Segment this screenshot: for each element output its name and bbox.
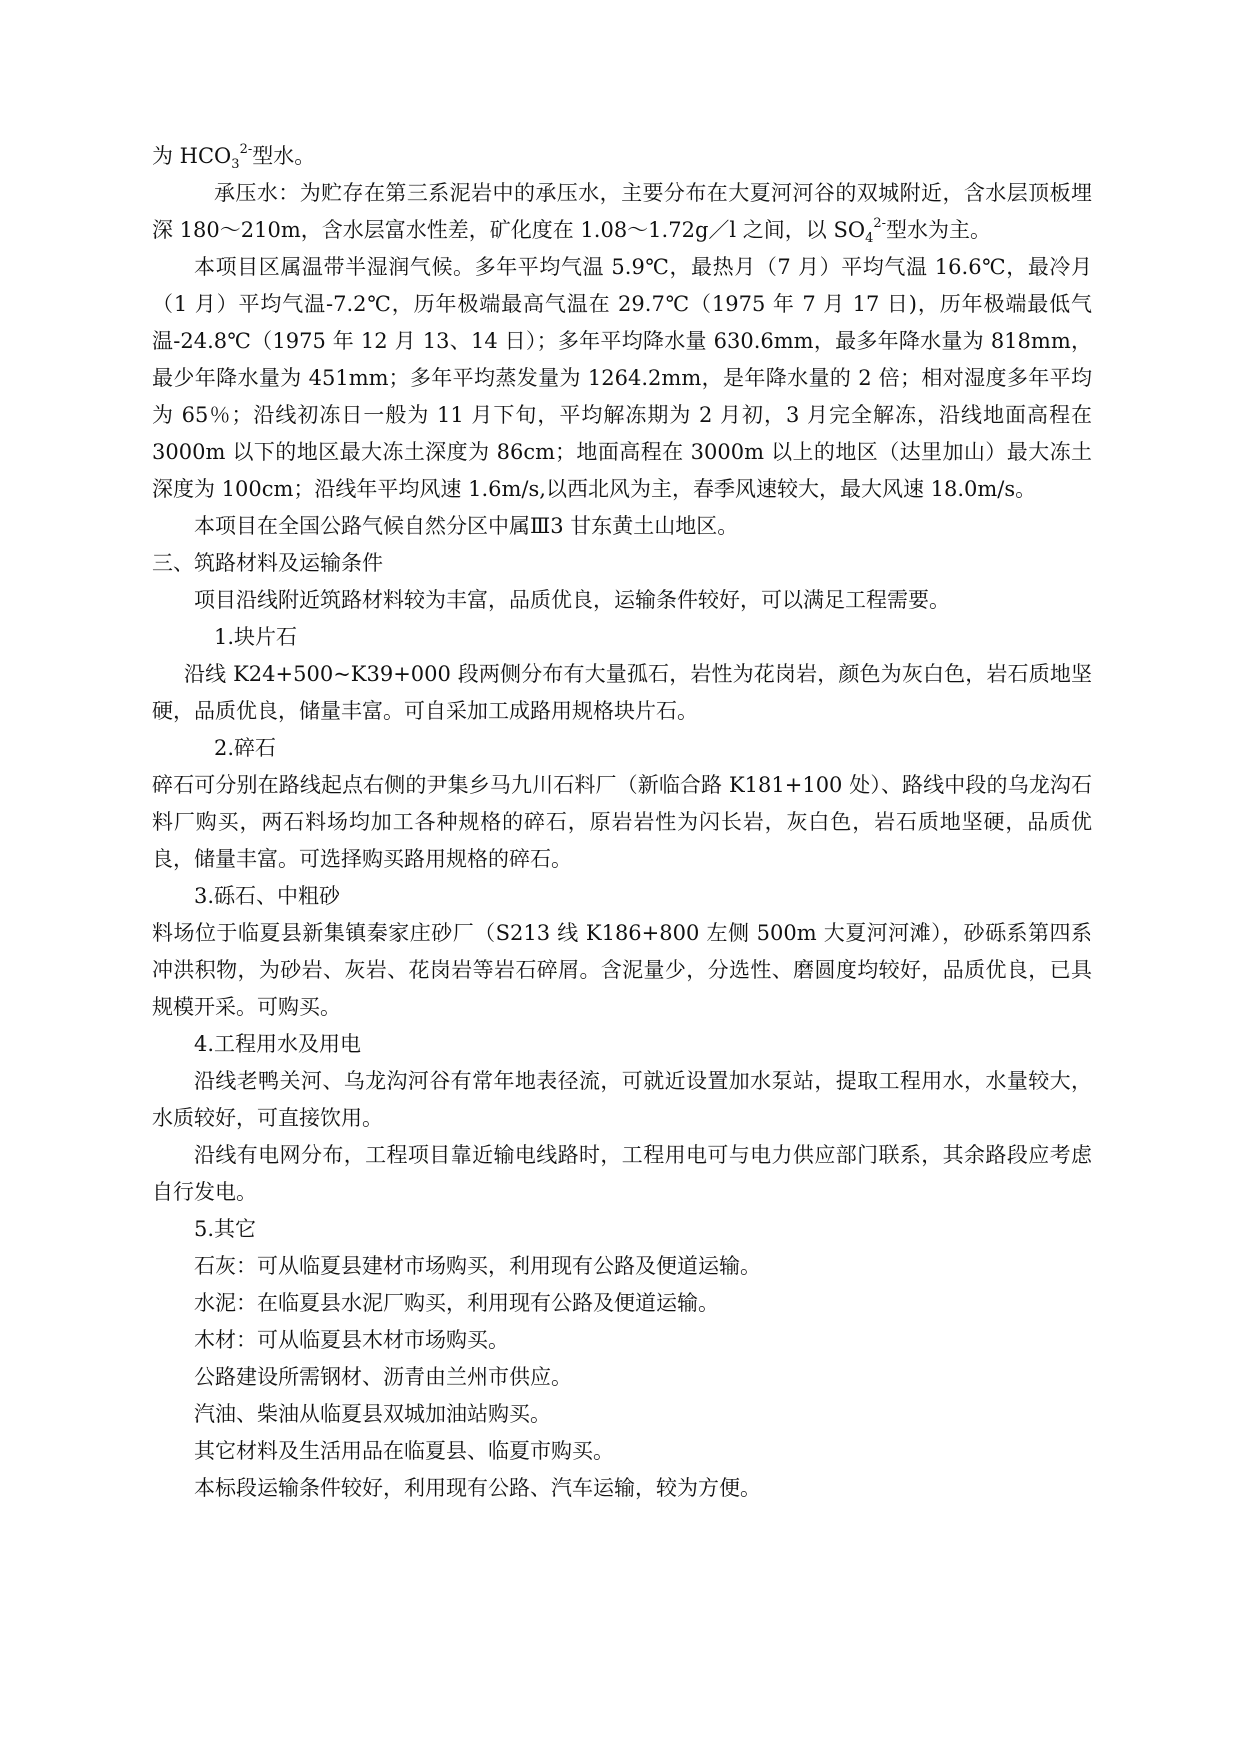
paragraph-transport: 本标段运输条件较好，利用现有公路、汽车运输，较为方便。 (194, 1476, 761, 1500)
text: 型水。 (252, 144, 316, 168)
paragraph-power: 沿线有电网分布，工程项目靠近输电线路时，工程用电可与电力供应部门联系，其余路段应考虑自行发电。 (152, 1143, 1092, 1204)
paragraph-water-type (152, 138, 1092, 175)
paragraph-gravel: 碎石可分别在路线起点右侧的尹集乡马九川石料厂（新临合路 K181+100 处）、路线中段的乌龙沟石料厂购买，两石料场均加工各种规格的碎石，原岩岩性为闪长岩，灰白色，岩石质地坚硬，品质优良，储量丰富。可选择购买路用规格的碎石。 (152, 773, 1092, 871)
text: 承压水：为贮存在第三系泥岩中的承压水，主要分布在大夏河河谷的双城附近，含水层顶板埋深 180～210m，含水层富水性差，矿化度在 1.08～1.72g／l 之间，以 SO (152, 181, 1092, 242)
subheading-block-stone: 1.块片石 (214, 625, 298, 649)
paragraph-block-stone: 沿线 K24+500~K39+000 段两侧分布有大量孤石，岩性为花岗岩，颜色为灰白色，岩石质地坚硬，品质优良，储量丰富。可自采加工成路用规格块片石。 (152, 662, 1092, 723)
paragraph-climate-zone: 本项目在全国公路气候自然分区中属Ⅲ3 甘东黄土山地区。 (194, 514, 739, 538)
paragraph-materials-intro: 项目沿线附近筑路材料较为丰富，品质优良，运输条件较好，可以满足工程需要。 (194, 588, 950, 612)
superscript: 2- (873, 216, 887, 231)
subheading-other: 5.其它 (194, 1217, 257, 1241)
document-page (152, 138, 1092, 1507)
paragraph-water: 沿线老鸭关河、乌龙沟河谷有常年地表径流，可就近设置加水泵站，提取工程用水，水量较大，水质较好，可直接饮用。 (152, 1069, 1092, 1130)
paragraph-sand: 料场位于临夏县新集镇秦家庄砂厂（S213 线 K186+800 左侧 500m 大夏河河滩），砂砾系第四系冲洪积物，为砂岩、灰岩、花岗岩等岩石碎屑。含泥量少，分选性、磨圆度均较好，品质优良，已具规模开采。可购买。 (152, 921, 1092, 1019)
paragraph-lime: 石灰：可从临夏县建材市场购买，利用现有公路及便道运输。 (194, 1254, 761, 1278)
subheading-gravel: 2.碎石 (214, 736, 277, 760)
subscript: 4 (865, 231, 874, 247)
paragraph-timber: 木材：可从临夏县木材市场购买。 (194, 1328, 509, 1352)
text: 型水为主。 (886, 218, 992, 242)
superscript: 2- (239, 142, 253, 157)
paragraph-fuel: 汽油、柴油从临夏县双城加油站购买。 (194, 1402, 551, 1426)
paragraph-steel-asphalt: 公路建设所需钢材、沥青由兰州市供应。 (194, 1365, 572, 1389)
text: 为 HCO (152, 144, 232, 168)
paragraph-confined-water (152, 175, 1092, 249)
subheading-sand: 3.砾石、中粗砂 (194, 884, 341, 908)
paragraph-cement: 水泥：在临夏县水泥厂购买，利用现有公路及便道运输。 (194, 1291, 719, 1315)
subheading-water-power: 4.工程用水及用电 (194, 1032, 362, 1056)
paragraph-other-materials: 其它材料及生活用品在临夏县、临夏市购买。 (194, 1439, 614, 1463)
subscript: 3 (231, 157, 240, 173)
paragraph-climate: 本项目区属温带半湿润气候。多年平均气温 5.9℃，最热月（7 月）平均气温 16.6℃，最冷月（1 月）平均气温-7.2℃，历年极端最高气温在 29.7℃（1975 年 7 月 17 日)，历年极端最低气温-24.8℃（1975 年 12 月 13、14 日）；多年平均降水量 630.6mm，最多年降水量为 818mm，最少年降水量为 451mm；多年平均蒸发量为 1264.2mm，是年降水量的 2 倍；相对湿度多年平均为 65％；沿线初冻日一般为 11 月下旬，平均解冻期为 2 月初，3 月完全解冻，沿线地面高程在 3000m 以下的地区最大冻土深度为 86cm；地面高程在 3000m 以上的地区（达里加山）最大冻土深度为 100cm；沿线年平均风速 1.6m/s,以西北风为主，春季风速较大，最大风速 18.0m/s。 (152, 255, 1092, 501)
section-heading: 三、筑路材料及运输条件 (152, 551, 383, 575)
